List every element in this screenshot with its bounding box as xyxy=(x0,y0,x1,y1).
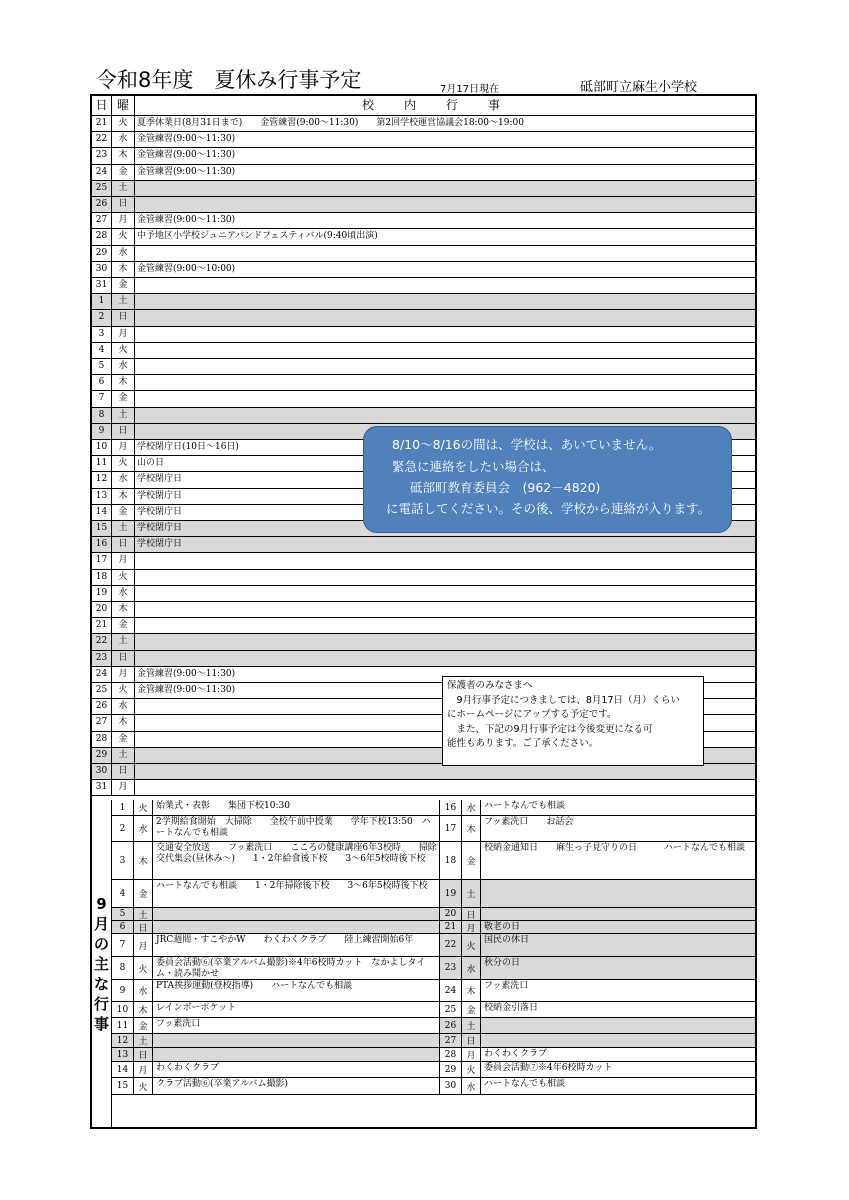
weekday: 火 xyxy=(112,456,135,471)
day-number: 16 xyxy=(92,537,112,552)
september-row xyxy=(112,908,440,921)
september-label-char: な xyxy=(93,974,109,993)
sept-weekday: 月 xyxy=(134,1062,153,1077)
day-row xyxy=(92,602,755,618)
day-number: 9 xyxy=(92,424,112,439)
sept-day-number: 2 xyxy=(112,816,134,841)
day-number: 15 xyxy=(92,521,112,536)
day-number: 18 xyxy=(92,570,112,585)
day-number: 22 xyxy=(92,132,112,147)
sept-events xyxy=(482,908,755,920)
sept-weekday: 土 xyxy=(134,1034,153,1047)
day-number: 25 xyxy=(92,181,112,196)
sept-events: 委員会活動⑥(卒業アルバム撮影)※4年6校時カット なかよしタイム・読み聞かせ xyxy=(156,958,426,979)
weekday: 水 xyxy=(112,699,135,714)
sept-events: フッ素洗口 xyxy=(484,981,529,991)
day-row xyxy=(92,262,755,278)
september-label xyxy=(92,800,112,1127)
day-events: 金管練習(9:00～11:30) xyxy=(137,166,236,177)
day-number: 20 xyxy=(92,602,112,617)
day-row xyxy=(92,537,755,553)
sept-weekday: 水 xyxy=(462,800,481,815)
sept-events: 校納金通知日 麻生っ子見守りの日 ハートなんでも相談 xyxy=(484,843,746,853)
sept-events: 国民の休日 xyxy=(484,935,530,945)
sept-day-number: 1 xyxy=(112,800,134,815)
sept-events: 校納金引落日 xyxy=(484,1003,539,1013)
sept-weekday: 火 xyxy=(134,800,153,815)
day-number: 22 xyxy=(92,634,112,649)
day-row xyxy=(92,246,755,262)
day-events xyxy=(136,310,755,325)
weekday: 金 xyxy=(112,391,135,406)
weekday: 月 xyxy=(112,440,135,455)
day-number: 28 xyxy=(92,229,112,244)
sept-day-number: 15 xyxy=(112,1078,134,1094)
sept-weekday: 金 xyxy=(134,1018,153,1033)
sept-day-number: 19 xyxy=(440,880,462,907)
weekday: 火 xyxy=(112,116,135,131)
weekday: 月 xyxy=(112,667,135,682)
day-events xyxy=(136,197,755,212)
weekday: 火 xyxy=(112,570,135,585)
day-events xyxy=(136,408,755,423)
day-number: 24 xyxy=(92,667,112,682)
day-number: 21 xyxy=(92,618,112,633)
september-label-char: の xyxy=(93,934,109,953)
sept-day-number: 5 xyxy=(112,908,134,920)
sept-day-number: 12 xyxy=(112,1034,134,1047)
weekday: 火 xyxy=(112,683,135,698)
day-number: 1 xyxy=(92,294,112,309)
sept-events: レインボーポケット xyxy=(156,1003,237,1013)
september-row xyxy=(440,880,755,908)
day-events xyxy=(136,327,755,342)
weekday: 木 xyxy=(112,148,135,163)
as-of-date: 7月17日現在 xyxy=(440,84,500,95)
weekday: 木 xyxy=(112,375,135,390)
weekday: 水 xyxy=(112,359,135,374)
day-row xyxy=(92,618,755,634)
weekday: 月 xyxy=(112,780,135,795)
sept-day-number: 22 xyxy=(440,934,462,956)
notice-line-1: 保護者のみなさまへ xyxy=(447,680,533,691)
sept-events: わくわくクラブ xyxy=(156,1063,220,1073)
day-events xyxy=(136,602,755,617)
weekday: 日 xyxy=(112,651,135,666)
sept-weekday: 木 xyxy=(462,980,481,1001)
header-weekday: 曜 xyxy=(112,96,135,115)
sept-events: クラブ活動⑥(卒業アルバム撮影) xyxy=(156,1079,289,1089)
sept-weekday: 金 xyxy=(462,842,481,879)
day-number: 31 xyxy=(92,278,112,293)
sept-weekday: 日 xyxy=(134,921,153,933)
day-row xyxy=(92,116,755,132)
sept-day-number: 28 xyxy=(440,1048,462,1061)
weekday: 火 xyxy=(112,343,135,358)
day-number: 10 xyxy=(92,440,112,455)
day-number: 28 xyxy=(92,732,112,747)
sept-day-number: 21 xyxy=(440,921,462,933)
september-row xyxy=(440,908,755,921)
weekday: 土 xyxy=(112,634,135,649)
sept-day-number: 16 xyxy=(440,800,462,815)
closure-line-4: に電話してください。その後、学校から連絡が入ります。 xyxy=(386,501,711,516)
september-row xyxy=(112,1078,440,1095)
sept-weekday: 火 xyxy=(134,1078,153,1094)
weekday: 土 xyxy=(112,294,135,309)
sept-day-number: 10 xyxy=(112,1002,134,1017)
sept-day-number: 26 xyxy=(440,1018,462,1033)
sept-day-number: 3 xyxy=(112,842,134,879)
day-row xyxy=(92,553,755,569)
weekday: 金 xyxy=(112,618,135,633)
day-events: 学校閉庁日 xyxy=(137,474,183,485)
sept-events: 始業式・表彰 集団下校10:30 xyxy=(156,801,290,811)
day-row xyxy=(92,294,755,310)
day-events xyxy=(136,294,755,309)
day-events: 金管練習(9:00～11:30) xyxy=(137,668,236,679)
weekday: 土 xyxy=(112,408,135,423)
day-events: 中予地区小学校ジュニアバンドフェスティバル(9:40頃出演) xyxy=(137,231,378,242)
weekday: 土 xyxy=(112,181,135,196)
sept-events: 交通安全放送 フッ素洗口 こころの健康講座6年3校時 掃除交代集会(昼休み～) 1・2年給食後下校 3～6年5校時後下校 xyxy=(156,843,437,864)
sept-day-number: 4 xyxy=(112,880,134,907)
sept-events: PTA挨拶運動(登校指導) ハートなんでも相談 xyxy=(156,981,353,991)
day-number: 19 xyxy=(92,586,112,601)
september-row xyxy=(440,1018,755,1034)
weekday: 月 xyxy=(112,553,135,568)
day-row xyxy=(92,181,755,197)
september-row xyxy=(112,1048,440,1062)
september-row xyxy=(112,1034,440,1048)
weekday: 日 xyxy=(112,310,135,325)
sept-weekday: 土 xyxy=(462,880,481,907)
day-events: 金管練習(9:00～11:30) xyxy=(137,134,236,145)
sept-day-number: 30 xyxy=(440,1078,462,1094)
september-row xyxy=(112,934,440,957)
day-row xyxy=(92,586,755,602)
sept-events: ハートなんでも相談 xyxy=(484,801,566,811)
september-label-char: 9 xyxy=(96,894,107,913)
day-number: 14 xyxy=(92,505,112,520)
weekday: 日 xyxy=(112,764,135,779)
day-row xyxy=(92,375,755,391)
sept-day-number: 14 xyxy=(112,1062,134,1077)
day-events: 山の日 xyxy=(137,458,165,469)
sept-day-number: 13 xyxy=(112,1048,134,1061)
weekday: 木 xyxy=(112,489,135,504)
day-number: 17 xyxy=(92,553,112,568)
day-number: 26 xyxy=(92,197,112,212)
sept-day-number: 6 xyxy=(112,921,134,933)
header-events: 校内行事 xyxy=(361,98,530,112)
sept-events: わくわくクラブ xyxy=(484,1049,548,1059)
day-number: 29 xyxy=(92,246,112,261)
september-row xyxy=(440,980,755,1002)
notice-line-5: 能性もあります。ご了承ください。 xyxy=(447,738,599,749)
day-events: 学校閉庁日 xyxy=(137,490,183,501)
schedule-table xyxy=(90,94,757,1129)
september-row xyxy=(112,1002,440,1018)
september-row xyxy=(440,1048,755,1062)
september-row xyxy=(440,934,755,957)
day-events: 学校閉庁日 xyxy=(137,506,183,517)
september-row xyxy=(440,921,755,934)
day-row xyxy=(92,229,755,245)
page-title: 令和8年度 夏休み行事予定 xyxy=(96,68,362,92)
weekday: 木 xyxy=(112,262,135,277)
sept-weekday: 土 xyxy=(462,1018,481,1033)
day-number: 23 xyxy=(92,651,112,666)
weekday: 日 xyxy=(112,424,135,439)
day-number: 30 xyxy=(92,262,112,277)
day-number: 3 xyxy=(92,327,112,342)
sept-weekday: 火 xyxy=(134,957,153,979)
day-row xyxy=(92,132,755,148)
sept-events xyxy=(482,1018,755,1033)
sept-weekday: 水 xyxy=(462,1078,481,1094)
september-row xyxy=(440,957,755,980)
weekday: 水 xyxy=(112,472,135,487)
september-label-char: 主 xyxy=(93,954,109,973)
weekday: 水 xyxy=(112,246,135,261)
sept-events xyxy=(482,1034,755,1047)
notice-line-3: にホームページにアップする予定です。 xyxy=(447,709,617,720)
sept-weekday: 金 xyxy=(134,880,153,907)
weekday: 木 xyxy=(112,715,135,730)
day-number: 11 xyxy=(92,456,112,471)
weekday: 日 xyxy=(112,197,135,212)
day-number: 26 xyxy=(92,699,112,714)
day-number: 27 xyxy=(92,715,112,730)
day-events xyxy=(136,375,755,390)
sept-day-number: 24 xyxy=(440,980,462,1001)
sept-day-number: 29 xyxy=(440,1062,462,1077)
day-number: 24 xyxy=(92,165,112,180)
day-number: 27 xyxy=(92,213,112,228)
september-row xyxy=(440,800,755,816)
sept-events: ハートなんでも相談 xyxy=(484,1079,566,1089)
day-row xyxy=(92,780,755,796)
day-row xyxy=(92,278,755,294)
sept-events xyxy=(154,908,439,920)
day-number: 5 xyxy=(92,359,112,374)
day-number: 7 xyxy=(92,391,112,406)
weekday: 金 xyxy=(112,505,135,520)
sept-day-number: 7 xyxy=(112,934,134,956)
day-number: 25 xyxy=(92,683,112,698)
weekday: 水 xyxy=(112,132,135,147)
day-events: 学校閉庁日 xyxy=(137,523,183,533)
sept-events: フッ素洗口 xyxy=(156,1019,201,1029)
day-number: 30 xyxy=(92,764,112,779)
september-row xyxy=(440,1034,755,1048)
day-number: 21 xyxy=(92,116,112,131)
day-events: 学校閉庁日(10日～16日) xyxy=(137,442,239,452)
day-events xyxy=(136,570,755,585)
day-events: 金管練習(9:00～10:00) xyxy=(137,263,236,274)
day-events xyxy=(136,391,755,406)
day-row xyxy=(92,408,755,424)
day-number: 8 xyxy=(92,408,112,423)
sept-events xyxy=(154,1048,439,1061)
parent-notice xyxy=(442,676,704,766)
sept-day-number: 27 xyxy=(440,1034,462,1047)
day-events: 金管練習(9:00～11:30) xyxy=(137,685,236,695)
sept-weekday: 水 xyxy=(134,816,153,841)
sept-weekday: 日 xyxy=(462,1034,481,1047)
day-number: 12 xyxy=(92,472,112,487)
sept-weekday: 月 xyxy=(134,934,153,956)
weekday: 月 xyxy=(112,327,135,342)
day-events xyxy=(136,586,755,601)
sept-weekday: 火 xyxy=(462,1062,481,1077)
day-events xyxy=(136,764,755,779)
sept-day-number: 18 xyxy=(440,842,462,879)
day-row xyxy=(92,165,755,181)
weekday: 金 xyxy=(112,732,135,747)
september-row xyxy=(440,1002,755,1018)
september-row xyxy=(112,880,440,908)
day-row xyxy=(92,391,755,407)
sept-weekday: 月 xyxy=(462,921,481,933)
notice-line-4: また、下記の9月行事予定は今後変更になる可 xyxy=(447,723,653,735)
day-row xyxy=(92,634,755,650)
weekday: 金 xyxy=(112,278,135,293)
day-row xyxy=(92,197,755,213)
sept-events: フッ素洗口 お話会 xyxy=(484,817,574,827)
sept-events: 敬老の日 xyxy=(484,922,521,932)
day-row xyxy=(92,148,755,164)
weekday: 月 xyxy=(112,213,135,228)
sept-events: JRC週間・すこやかW わくわくクラブ 陸上練習開始6年 xyxy=(156,935,414,945)
september-row xyxy=(440,1062,755,1078)
sept-day-number: 25 xyxy=(440,1002,462,1017)
sept-day-number: 9 xyxy=(112,980,134,1001)
september-section xyxy=(92,800,755,1127)
weekday: 火 xyxy=(112,229,135,244)
sept-events: 2学期給食開始 大掃除 全校午前中授業 学年下校13:50 ハートなんでも相談 xyxy=(156,817,431,838)
september-label-char: 行 xyxy=(93,994,109,1013)
day-row xyxy=(92,764,755,780)
sept-day-number: 23 xyxy=(440,957,462,979)
sept-day-number: 20 xyxy=(440,908,462,920)
september-row xyxy=(112,957,440,980)
september-row xyxy=(112,842,440,880)
day-row xyxy=(92,343,755,359)
september-row xyxy=(112,921,440,934)
weekday: 日 xyxy=(112,537,135,552)
day-events: 金管練習(9:00～11:30) xyxy=(137,215,236,226)
weekday: 土 xyxy=(112,521,135,536)
day-events xyxy=(136,359,755,374)
september-row xyxy=(112,1018,440,1034)
weekday: 土 xyxy=(112,748,135,763)
sept-weekday: 木 xyxy=(462,816,481,841)
september-row xyxy=(440,816,755,842)
closure-notice xyxy=(363,426,732,533)
sept-events: ハートなんでも相談 1・2年掃除後下校 3～6年5校時後下校 xyxy=(156,881,428,891)
september-row xyxy=(112,980,440,1002)
september-label-char: 月 xyxy=(93,914,109,933)
day-row xyxy=(92,359,755,375)
september-row xyxy=(112,800,440,816)
day-number: 6 xyxy=(92,375,112,390)
weekday: 水 xyxy=(112,586,135,601)
day-number: 29 xyxy=(92,748,112,763)
day-number: 31 xyxy=(92,780,112,795)
closure-line-3: 砥部町教育委員会 (962－4820) xyxy=(410,480,601,495)
day-events xyxy=(136,618,755,633)
sept-weekday: 日 xyxy=(462,908,481,920)
day-events xyxy=(136,634,755,649)
day-number: 13 xyxy=(92,489,112,504)
sept-weekday: 日 xyxy=(134,1048,153,1061)
september-label-char: 事 xyxy=(93,1014,109,1033)
sept-day-number: 17 xyxy=(440,816,462,841)
sept-day-number: 8 xyxy=(112,957,134,979)
sept-events xyxy=(154,1034,439,1047)
day-events xyxy=(136,181,755,196)
sept-events xyxy=(482,880,755,907)
sept-weekday: 金 xyxy=(462,1002,481,1017)
table-header xyxy=(92,96,755,116)
day-events xyxy=(136,343,755,358)
september-row xyxy=(440,1078,755,1095)
closure-line-1: 8/10～8/16の間は、学校は、あいていません。 xyxy=(392,437,662,452)
sept-weekday: 木 xyxy=(134,842,153,879)
weekday: 金 xyxy=(112,165,135,180)
september-row xyxy=(440,842,755,880)
notice-line-2: 9月行事予定につきましては、8月17日（月）くらい xyxy=(447,694,680,706)
day-row xyxy=(92,651,755,667)
september-row xyxy=(112,1062,440,1078)
day-row xyxy=(92,213,755,229)
header-day: 日 xyxy=(92,96,112,115)
sept-weekday: 水 xyxy=(134,980,153,1001)
day-row xyxy=(92,327,755,343)
day-number: 2 xyxy=(92,310,112,325)
sept-weekday: 土 xyxy=(134,908,153,920)
day-number: 4 xyxy=(92,343,112,358)
day-events xyxy=(136,278,755,293)
day-row xyxy=(92,570,755,586)
day-events: 夏季休業日(8月31日まで) 金管練習(9:00～11:30) 第2回学校運営協議会18:00～19:00 xyxy=(137,118,524,128)
september-row xyxy=(112,816,440,842)
day-events xyxy=(136,780,755,795)
sept-events: 秋分の日 xyxy=(484,958,521,968)
sept-weekday: 水 xyxy=(462,957,481,979)
day-events xyxy=(136,553,755,568)
day-events: 学校閉庁日 xyxy=(137,539,183,550)
sept-weekday: 木 xyxy=(134,1002,153,1017)
sept-events xyxy=(154,921,439,933)
weekday: 木 xyxy=(112,602,135,617)
sept-weekday: 火 xyxy=(462,934,481,956)
day-number: 23 xyxy=(92,148,112,163)
closure-line-2: 緊急に連絡をしたい場合は、 xyxy=(392,459,555,474)
day-events: 金管練習(9:00～11:30) xyxy=(137,150,236,161)
day-events xyxy=(136,651,755,666)
sept-weekday: 月 xyxy=(462,1048,481,1061)
sept-events: 委員会活動⑦※4年6校時カット xyxy=(484,1063,613,1073)
day-row xyxy=(92,310,755,326)
sept-day-number: 11 xyxy=(112,1018,134,1033)
school-name: 砥部町立麻生小学校 xyxy=(580,80,698,95)
day-events xyxy=(136,246,755,261)
